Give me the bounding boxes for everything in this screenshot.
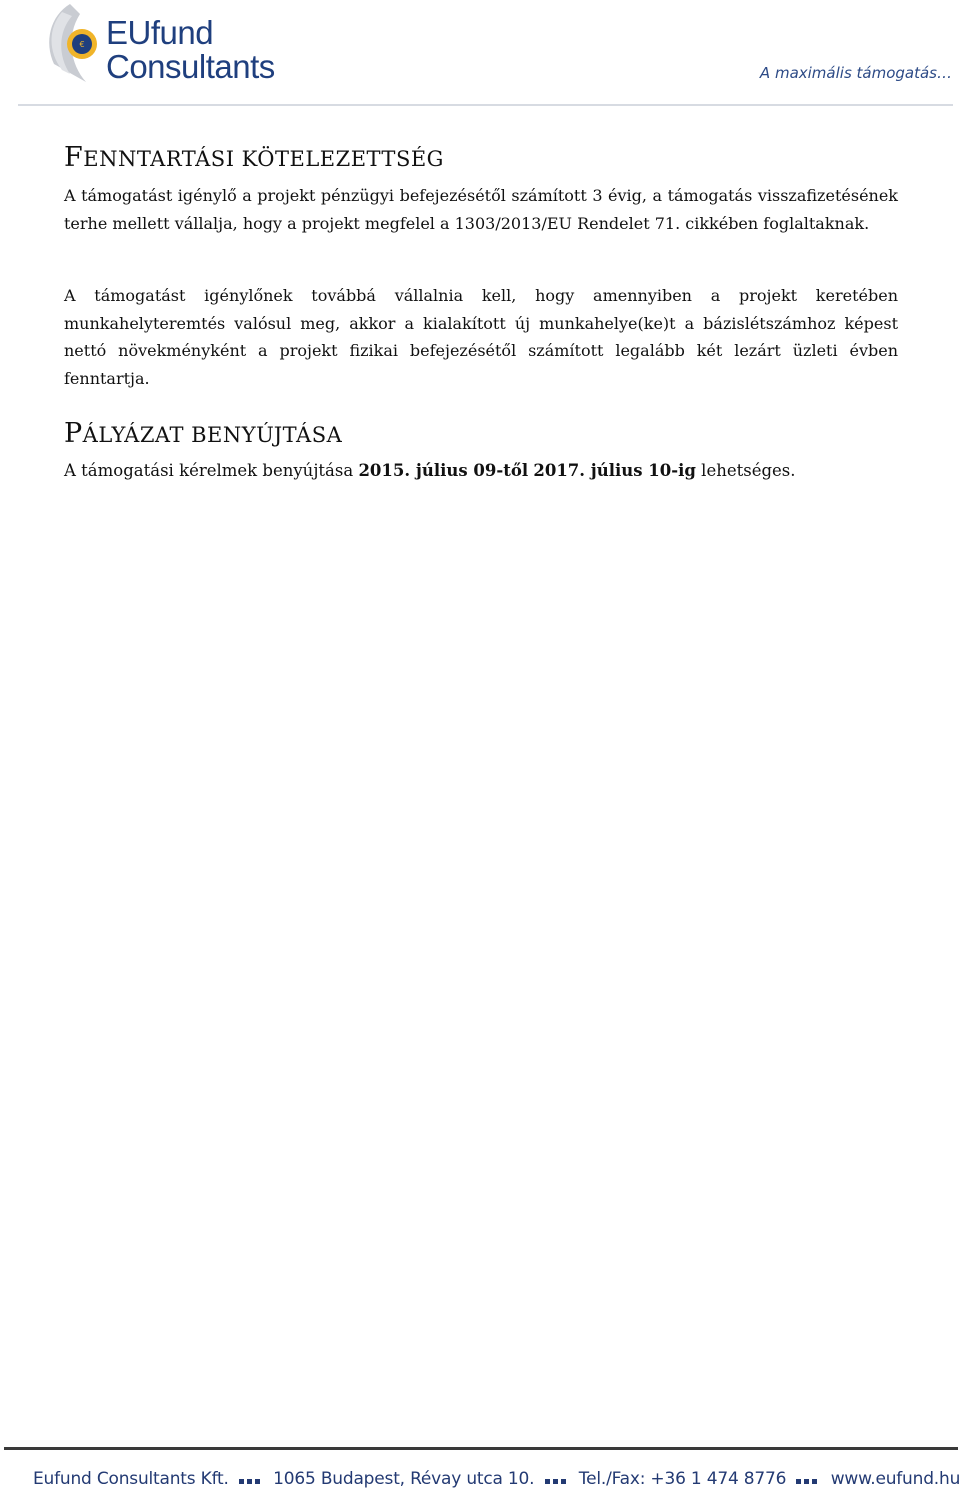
separator-icon <box>796 1469 820 1489</box>
logo-line1: EUfund <box>106 14 214 51</box>
date-to: 2017. július 10-ig <box>533 461 696 480</box>
footer-company: Eufund Consultants Kft. <box>33 1469 229 1489</box>
section-heading-maintenance: FENNTARTÁSI KÖTELEZETTSÉG <box>64 142 444 173</box>
header-divider <box>18 104 953 106</box>
section-heading-submission: PÁLYÁZAT BENYÚJTÁSA <box>64 418 343 449</box>
page-footer <box>33 1469 960 1489</box>
date-from: 2015. július 09-től <box>358 461 529 480</box>
footer-phone: Tel./Fax: +36 1 474 8776 <box>578 1469 787 1489</box>
logo-emblem-icon <box>40 2 106 84</box>
footer-divider <box>4 1447 958 1450</box>
page-header <box>0 0 960 110</box>
svg-text:€: € <box>79 40 85 49</box>
logo-line2: Consultants <box>106 48 275 85</box>
paragraph: A támogatást igénylő a projekt pénzügyi befejezésétől számított 3 évig, a támogatás visszafizetésének terhe mellett vállalja, hogy a projekt megfelel a 1303/2013/EU Rendelet 71. cikkében foglaltaknak. <box>64 186 898 233</box>
tagline: A maximális támogatás… <box>759 64 952 82</box>
company-logo <box>40 2 300 92</box>
separator-icon <box>545 1469 569 1489</box>
separator-icon <box>239 1469 263 1489</box>
submission-paragraph: A támogatási kérelmek benyújtása 2015. július 09-től 2017. július 10-ig lehetséges. <box>64 461 796 480</box>
footer-address: 1065 Budapest, Révay utca 10. <box>273 1469 535 1489</box>
footer-website[interactable]: www.eufund.hu <box>830 1469 960 1489</box>
paragraph: A támogatást igénylőnek továbbá vállalnia kell, hogy amennyiben a projekt keretében munkahelyteremtés valósul meg, akkor a kialakított új munkahelye(ke)t a bázislétszámhoz képest nettó növekményként a projekt fizikai befejezésétől számított legalább két lezárt üzleti évben fenntartja. <box>64 286 898 388</box>
